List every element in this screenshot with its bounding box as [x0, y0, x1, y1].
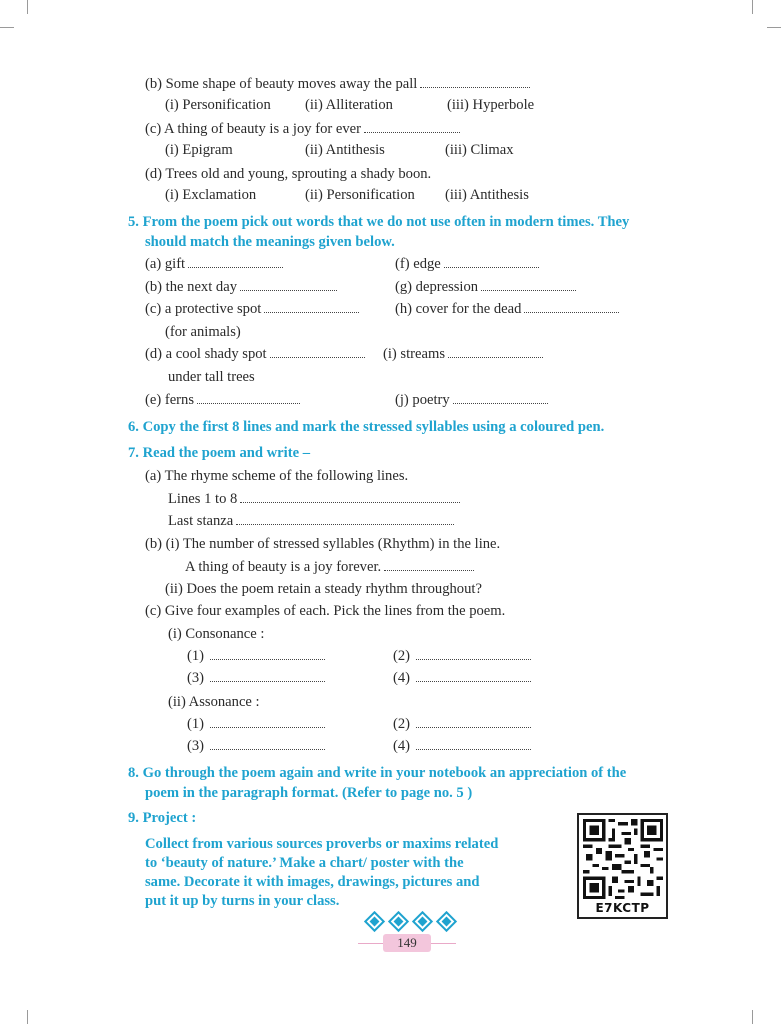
q4-b-statement: (b) Some shape of beauty moves away the pall — [145, 74, 530, 94]
q8-heading: 8. Go through the poem again and write in your notebook an appreciation of the — [128, 765, 627, 781]
page-number-rule — [358, 943, 383, 944]
q7-a: (a) The rhyme scheme of the following lines. — [145, 468, 409, 484]
diamond-ornament-icon — [364, 911, 385, 932]
q5-item: (a) gift — [145, 256, 283, 273]
q7-b-ii: (ii) Does the poem retain a steady rhythm throughout? — [165, 581, 482, 597]
q5-item-cont: under tall trees — [168, 369, 255, 385]
q5-item: (b) the next day — [145, 279, 337, 296]
q7-blank: (3) — [187, 670, 325, 687]
q7-blank: (1) — [187, 716, 325, 733]
diamond-ornament-icon — [412, 911, 433, 932]
q6-heading: 6. Copy the first 8 lines and mark the stressed syllables using a coloured pen. — [128, 419, 605, 435]
q5-item: (e) ferns — [145, 392, 300, 409]
q9-line: put it up by turns in your class. — [145, 893, 340, 909]
q4-d-statement: (d) Trees old and young, sprouting a shady boon. — [145, 166, 432, 182]
q7-c: (c) Give four examples of each. Pick the lines from the poem. — [145, 603, 506, 619]
q5-heading: 5. From the poem pick out words that we do not use often in modern times. They — [128, 214, 630, 230]
page-number: 149 — [383, 934, 431, 952]
q5-item: (f) edge — [395, 256, 539, 273]
qr-code-label: E7KCTP — [595, 901, 650, 915]
q4-c-option: (iii) Climax — [445, 142, 514, 158]
crop-mark — [752, 1010, 753, 1024]
q4-b-option: (ii) Alliteration — [305, 97, 393, 113]
q5-item: (g) depression — [395, 279, 576, 296]
q7-heading: 7. Read the poem and write – — [128, 445, 311, 461]
q4-c-statement: (c) A thing of beauty is a joy for ever — [145, 119, 460, 139]
q7-blank: (4) — [393, 670, 531, 687]
q7-b: (b) (i) The number of stressed syllables (Rhythm) in the line. — [145, 536, 501, 552]
q4-d-option: (ii) Personification — [305, 187, 415, 203]
q9-line: to ‘beauty of nature.’ Make a chart/ poster with the — [145, 855, 464, 871]
q7-blank: (2) — [393, 648, 531, 665]
diamond-ornament-icon — [388, 911, 409, 932]
q7-blank: (4) — [393, 738, 531, 755]
q4-d-option: (i) Exclamation — [165, 187, 257, 203]
q7-blank: (2) — [393, 716, 531, 733]
q7-assonance: (ii) Assonance : — [168, 694, 260, 710]
q7-blank: (3) — [187, 738, 325, 755]
q4-c-option: (i) Epigram — [165, 142, 233, 158]
q5-item: (d) a cool shady spot — [145, 346, 365, 363]
q4-c-option: (ii) Antithesis — [305, 142, 385, 158]
q9-line: Collect from various sources proverbs or maxims related — [145, 836, 499, 852]
q5-item-cont: (for animals) — [165, 324, 241, 340]
q7-a-last: Last stanza — [168, 511, 454, 531]
q4-b-option: (iii) Hyperbole — [447, 97, 535, 113]
crop-mark — [27, 1010, 28, 1024]
q9-line: same. Decorate it with images, drawings, pictures and — [145, 874, 480, 890]
crop-mark — [27, 0, 28, 14]
qr-code-icon — [583, 819, 663, 899]
q4-b-option: (i) Personification — [165, 97, 271, 113]
page-number-rule — [431, 943, 456, 944]
diamond-ornament-icon — [436, 911, 457, 932]
crop-mark — [752, 0, 753, 14]
q8-heading: poem in the paragraph format. (Refer to page no. 5 ) — [145, 785, 473, 801]
q7-a-lines: Lines 1 to 8 — [168, 489, 460, 509]
q5-item: (h) cover for the dead — [395, 301, 619, 318]
q4-d-option: (iii) Antithesis — [445, 187, 529, 203]
q5-item: (j) poetry — [395, 392, 548, 409]
q5-item: (c) a protective spot — [145, 301, 359, 318]
q5-heading: should match the meanings given below. — [145, 234, 395, 250]
q9-heading: 9. Project : — [128, 810, 197, 826]
crop-mark — [0, 27, 14, 28]
qr-code-box[interactable] — [577, 813, 668, 919]
crop-mark — [767, 27, 781, 28]
q7-blank: (1) — [187, 648, 325, 665]
q5-item: (i) streams — [383, 346, 543, 363]
q7-consonance: (i) Consonance : — [168, 626, 265, 642]
q7-b-line: A thing of beauty is a joy forever. — [185, 557, 474, 577]
